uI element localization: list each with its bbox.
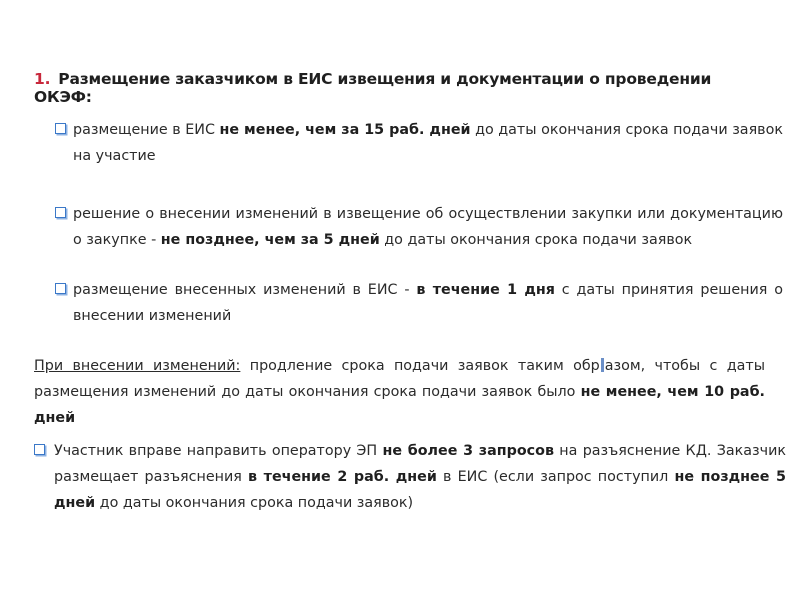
section-heading [34,70,774,106]
changes-paragraph [34,353,765,431]
note-bold-text: не позднее 5 дней [54,469,786,511]
paragraph-text: азом, чтобы с даты размещения изменений до даты окончания срока подачи заявок было [34,358,766,400]
bullet-text: решение о внесении изменений в извещение об осуществлении закупки или документацию о закупке - [73,206,783,248]
checkbox-bullet-icon [34,444,45,455]
bullet-text: размещение внесенных изменений в ЕИС - [73,282,417,298]
heading-text: Размещение заказчиком в ЕИС извещения и документации о проведении ОКЭФ: [34,70,712,106]
bullet-item-changes-placement [55,277,783,329]
checkbox-bullet-icon [55,283,66,294]
checkbox-bullet-icon [55,123,66,134]
bullet-text: размещение в ЕИС [73,122,220,138]
bullet-item-changes-decision [55,201,783,253]
paragraph-bold-text: не менее, чем 10 раб. дней [34,384,765,426]
bullet-bold-text: в течение 1 дня [416,282,555,298]
note-text: до даты окончания срока подачи заявок) [95,495,414,511]
bullet-text: до даты окончания срока подачи заявок [379,232,693,248]
bullet-text: до даты окончания срока подачи заявок на участие [73,122,783,164]
text-cursor-icon [601,358,604,372]
bullet-item-clarification-requests [34,438,786,516]
paragraph-text: продление срока подачи заявок таким обр [240,358,600,374]
paragraph-underlined-label: При внесении изменений: [34,358,241,374]
bullet-bold-text: не позднее, чем за 5 дней [160,232,380,248]
note-bold-text: в течение 2 раб. дней [248,469,437,485]
note-bold-text: не более 3 запросов [382,443,555,459]
bullet-item-placement [55,117,783,169]
bullet-bold-text: не менее, чем за 15 раб. дней [219,122,471,138]
note-text: в ЕИС (если запрос поступил [436,469,675,485]
bullet-text: с даты принятия решения о внесении изменений [73,282,783,324]
heading-number: 1. [34,70,51,88]
note-text: на разъяснение КД. Заказчик размещает разъяснения [54,443,787,485]
checkbox-bullet-icon [55,207,66,218]
note-text: Участник вправе направить оператору ЭП [54,443,383,459]
